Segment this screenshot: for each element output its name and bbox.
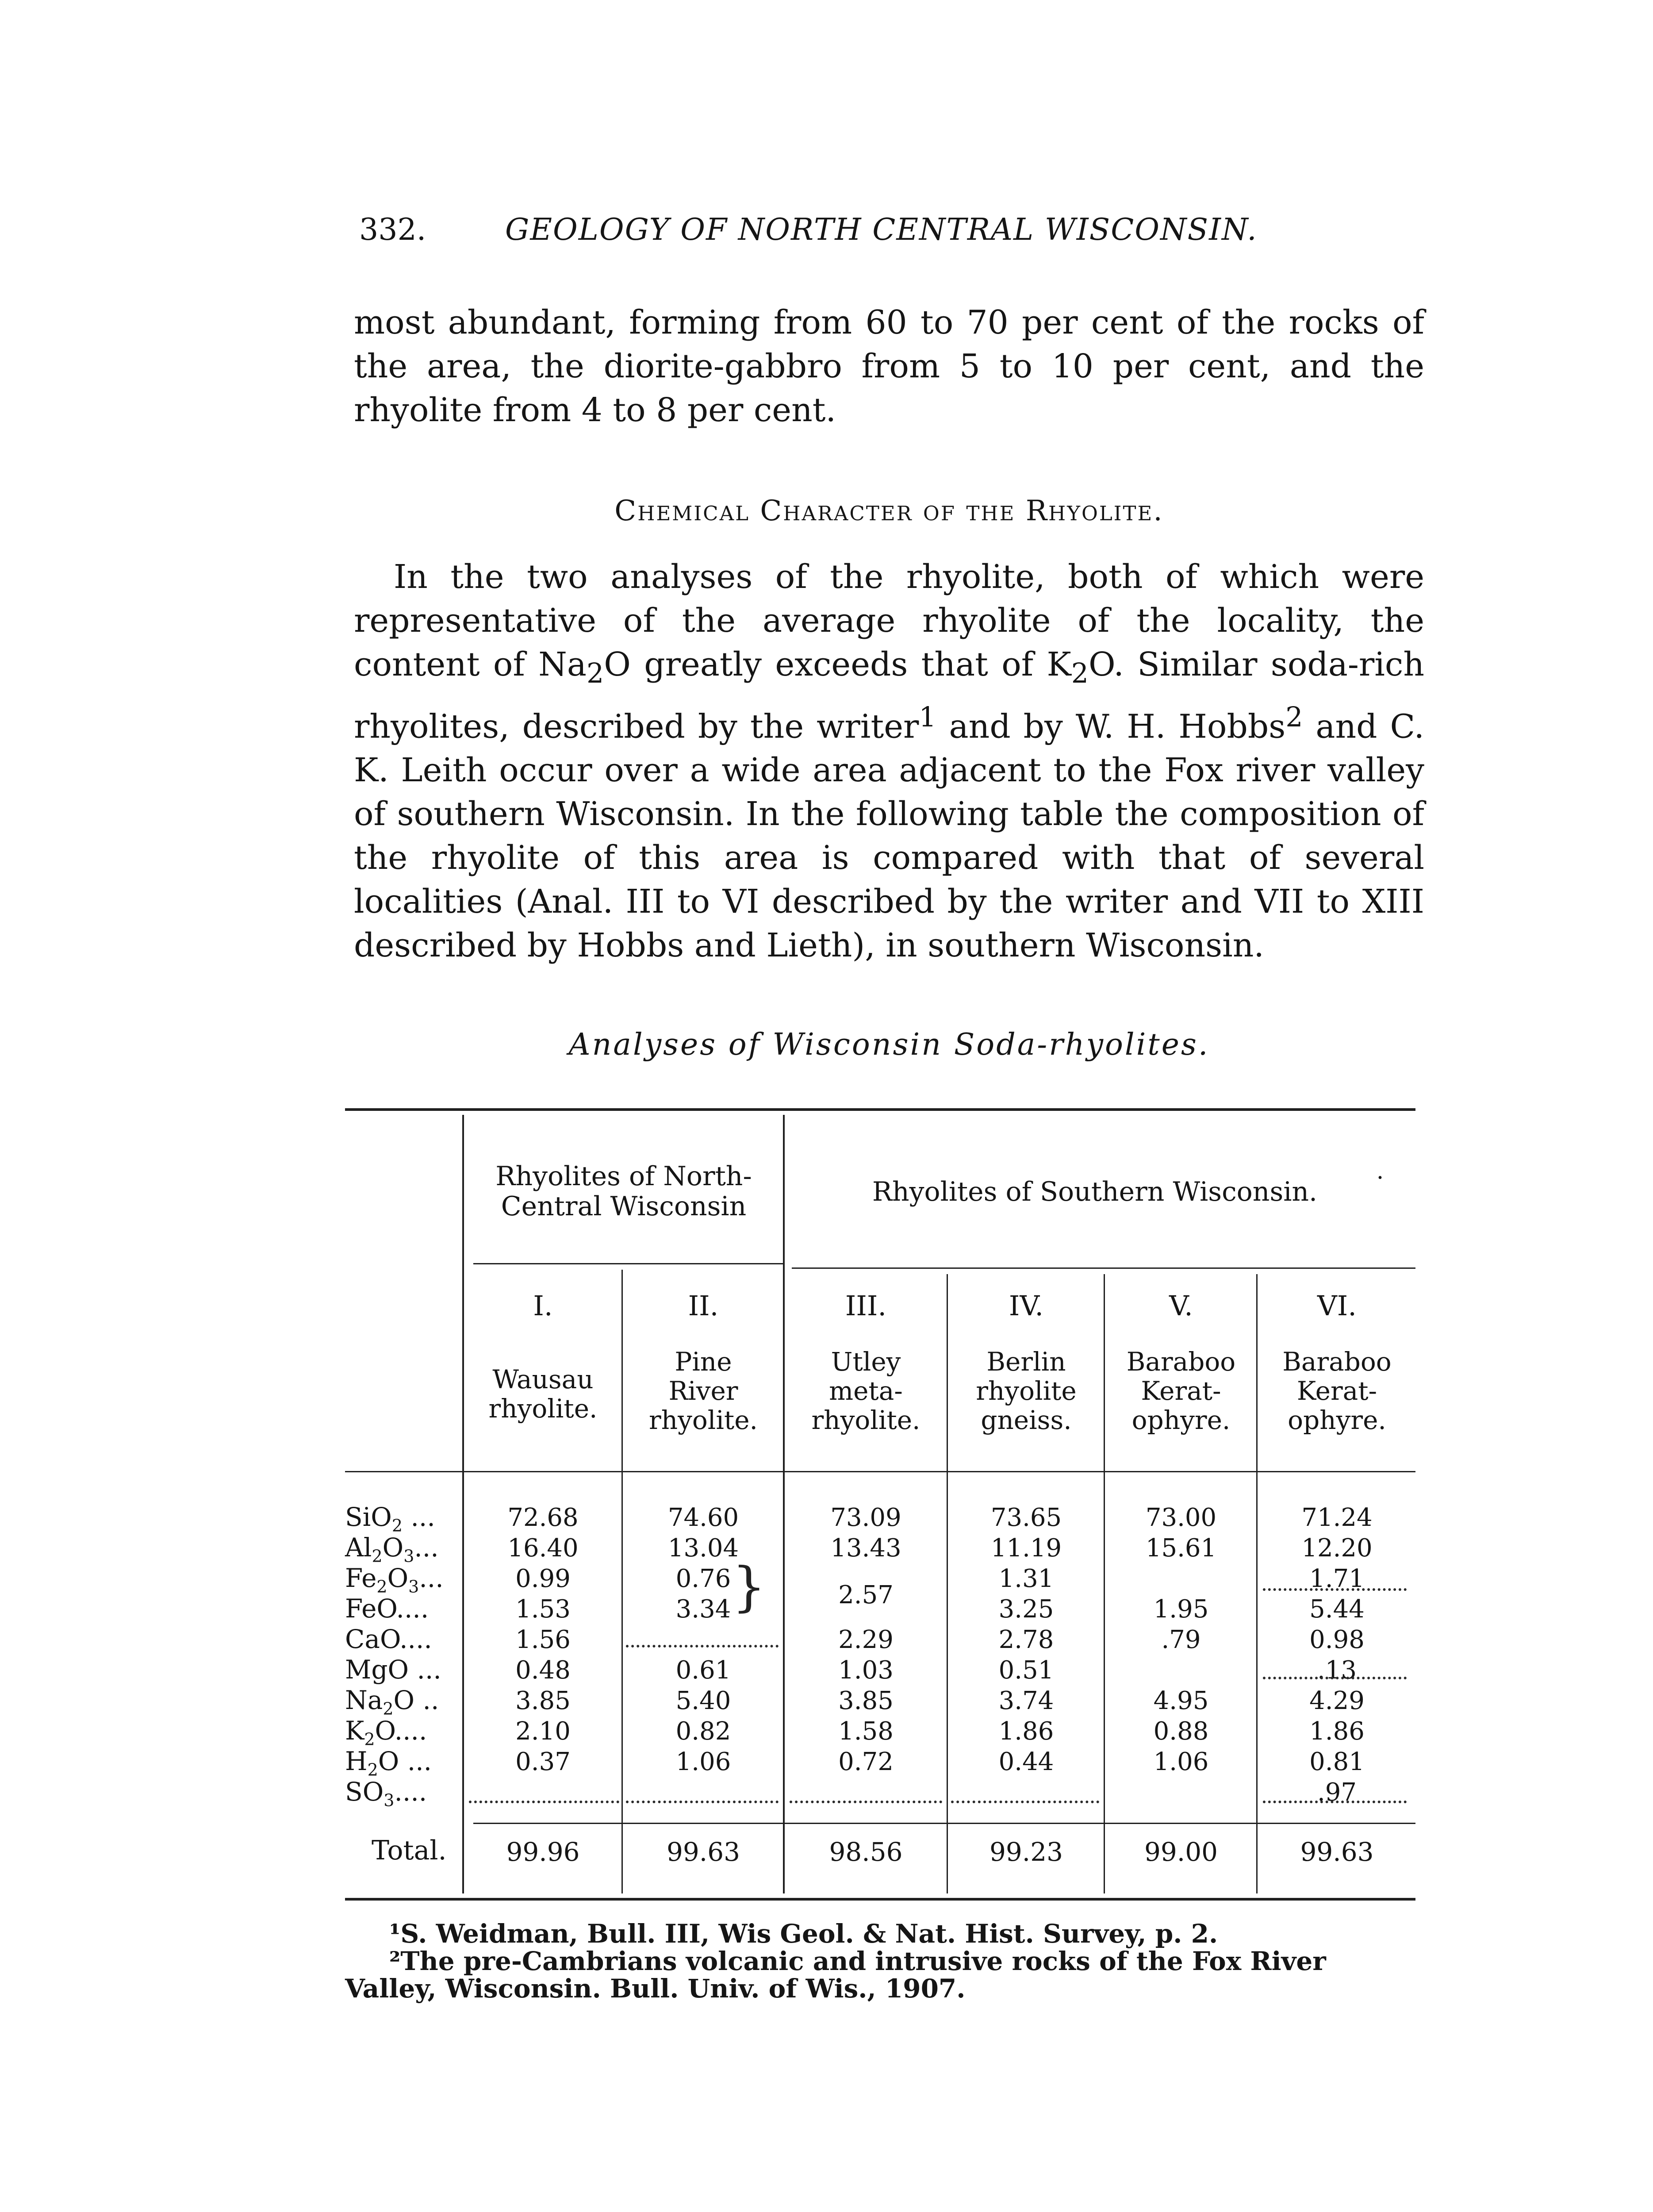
oxide-subscript: 2: [391, 1516, 403, 1536]
table-cell: 1.86: [998, 1717, 1054, 1746]
table-cell: 12.20: [1301, 1534, 1373, 1563]
column-locality-line: Utley: [831, 1347, 901, 1377]
column-locality-line: rhyolite: [976, 1376, 1077, 1406]
oxide-text: FeO: [345, 1594, 396, 1624]
paragraph-2: [354, 555, 1424, 968]
blank-dots-so3-col4: [951, 1801, 1099, 1803]
table-cell: 2.10: [515, 1717, 571, 1746]
table-cell: .97: [1317, 1778, 1357, 1807]
table-cell: 1.86: [1309, 1717, 1365, 1746]
na2o-subscript: 2: [587, 657, 604, 689]
column-locality-line: Baraboo: [1282, 1347, 1392, 1377]
oxide-text: ....: [394, 1716, 427, 1746]
table-bottom-rule: [345, 1898, 1415, 1901]
table-cell: 1.06: [1153, 1747, 1209, 1776]
blank-dots-caO-col2: [626, 1645, 779, 1647]
group-header-southern-label: Rhyolites of Southern Wisconsin.: [872, 1176, 1318, 1207]
oxide-label: [345, 1655, 441, 1685]
table-cell: 0.44: [998, 1747, 1054, 1776]
stub-divider: [462, 1115, 464, 1893]
footnote-1: ¹S. Weidman, Bull. III, Wis Geol. & Nat. Hist. Survey, p. 2.: [389, 1919, 1218, 1949]
oxide-label: [345, 1594, 429, 1624]
table-cell: 4.95: [1153, 1686, 1209, 1715]
blank-dots-mgo-col5: [1263, 1677, 1407, 1679]
table-cell: 74.60: [667, 1503, 739, 1532]
column-locality-4: [949, 1347, 1104, 1435]
column-locality-line: Baraboo: [1126, 1347, 1236, 1377]
column-number-1: I.: [533, 1290, 553, 1322]
column-locality-line: Berlin: [986, 1347, 1066, 1377]
footnote-2: ²The pre-Cambrians volcanic and intrusive rocks of the Fox River Valley, Wisconsin. Bull. Univ. of Wis., 1907.: [345, 1946, 1326, 2004]
table-cell: 0.61: [675, 1656, 731, 1685]
group-header-north-central: [469, 1161, 779, 1221]
oxide-text: Al: [345, 1532, 372, 1563]
total-label: Total.: [372, 1835, 447, 1866]
blank-dots-so3-col1: [469, 1801, 619, 1803]
total-value-1: 99.96: [506, 1837, 580, 1867]
table-cell: 1.56: [515, 1625, 571, 1654]
oxide-text: O: [393, 1685, 415, 1715]
oxide-subscript: 3: [384, 1790, 395, 1810]
oxide-text: CaO: [345, 1624, 400, 1654]
column-locality-line: gneiss.: [981, 1405, 1072, 1435]
table-cell: 0.82: [675, 1717, 731, 1746]
table-cell: 3.74: [998, 1686, 1054, 1715]
column-locality-3: [785, 1347, 947, 1435]
column-locality-line: River: [668, 1376, 738, 1406]
table-cell: 4.29: [1309, 1686, 1365, 1715]
oxide-text: ....: [396, 1594, 429, 1624]
oxide-text: ...: [399, 1746, 432, 1776]
blank-dots-so3-col3: [790, 1801, 942, 1803]
oxide-label: [345, 1777, 427, 1816]
total-value-5: 99.00: [1144, 1837, 1218, 1867]
paragraph-1: most abundant, forming from 60 to 70 per cent of the rocks of the area, the diorite-gabbro from 5 to 10 per cent, and the rhyolite from 4 to 8 per cent.: [354, 303, 1424, 429]
group-rule-south: [792, 1267, 1415, 1269]
total-value-2: 99.63: [666, 1837, 740, 1867]
column-locality-2: [624, 1347, 783, 1435]
column-number-5: V.: [1169, 1290, 1193, 1322]
oxide-text: ...: [419, 1563, 444, 1593]
table-cell: 0.37: [515, 1747, 571, 1776]
total-value-3: 98.56: [829, 1837, 903, 1867]
table-cell: 1.95: [1153, 1595, 1209, 1624]
table-cell: 2.78: [998, 1625, 1054, 1654]
table-cell: 0.51: [998, 1656, 1054, 1685]
total-rule: [473, 1823, 1415, 1824]
table-cell: 1.06: [675, 1747, 731, 1776]
group-header-north-line2: Central Wisconsin: [501, 1191, 747, 1222]
group-header-north-line1: Rhyolites of North-: [495, 1161, 752, 1192]
table-cell: .79: [1161, 1625, 1201, 1654]
oxide-subscript: 2: [383, 1699, 394, 1719]
table-cell: 0.48: [515, 1656, 571, 1685]
column-locality-line: meta-: [829, 1376, 903, 1406]
table-cell: 1.03: [838, 1656, 894, 1685]
paragraph-2-text-d: and by W. H. Hobbs: [936, 707, 1286, 746]
paragraph-2-text-e: and C. K. Leith occur over a wide area adjacent to the Fox river valley of southern Wisconsin. In the following table the composition of the rhyolite of this area is compared with that of several localities (Anal. III to VI described by the writer and VII to XIII described by Hobbs and Lieth), in southern Wisconsin.: [354, 707, 1424, 965]
table-cell: 72.68: [507, 1503, 579, 1532]
oxide-text: SO: [345, 1777, 384, 1807]
table-cell: 0.76: [675, 1564, 731, 1593]
page-number: 332.: [359, 212, 426, 247]
col-divider-1: [621, 1270, 623, 1893]
col-divider-4: [1104, 1274, 1105, 1893]
stray-mark: ˙: [1373, 1172, 1387, 1203]
table-cell: 2.29: [838, 1625, 894, 1654]
table-cell: 1.31: [998, 1564, 1054, 1593]
table-cell: 15.61: [1145, 1534, 1217, 1563]
col-divider-5: [1256, 1274, 1258, 1893]
table-cell: 1.71: [1309, 1564, 1365, 1593]
paragraph-2-text-a: In the two analyses of the rhyolite, both of which were representative of the average rhyolite of the locality, the content of Na: [354, 558, 1424, 684]
table-cell: 2.57: [838, 1581, 894, 1609]
table-cell: 13.43: [830, 1534, 901, 1563]
blank-dots-so3-col2: [626, 1801, 779, 1803]
oxide-text: O: [387, 1563, 409, 1593]
column-locality-line: rhyolite.: [649, 1405, 758, 1435]
oxide-subscript: 2: [364, 1729, 375, 1749]
section-heading: Chemical Character of the Rhyolite.: [614, 495, 1164, 527]
column-locality-1: [464, 1365, 621, 1423]
table-cell: 0.88: [1153, 1717, 1209, 1746]
oxide-text: MgO: [345, 1655, 409, 1685]
oxide-subscript: 2: [372, 1546, 383, 1566]
column-number-3: III.: [845, 1290, 887, 1322]
oxide-text: O: [378, 1746, 399, 1776]
column-number-2: II.: [688, 1290, 719, 1322]
paragraph-2-text-c: O. Similar soda-rich rhyolites, described by the writer: [354, 645, 1425, 746]
column-locality-5: [1106, 1347, 1256, 1435]
oxide-text: ...: [403, 1502, 435, 1532]
footnote-ref-2: 2: [1285, 701, 1303, 733]
column-locality-6: [1258, 1347, 1415, 1435]
table-cell: 0.98: [1309, 1625, 1365, 1654]
oxide-subscript: 3: [408, 1577, 419, 1597]
table-cell: 1.58: [838, 1717, 894, 1746]
table-cell: 0.99: [515, 1564, 571, 1593]
table-cell: 11.19: [990, 1534, 1062, 1563]
brace-fe-col2: }: [732, 1556, 766, 1618]
blank-dots-fe2o3-col5: [1263, 1588, 1407, 1591]
column-locality-line: rhyolite.: [488, 1394, 598, 1424]
oxide-text: K: [345, 1716, 364, 1746]
total-value-4: 99.23: [989, 1837, 1063, 1867]
column-locality-line: rhyolite.: [811, 1405, 920, 1435]
oxide-text: SiO: [345, 1502, 392, 1532]
oxide-text: H: [345, 1746, 368, 1776]
oxide-label: [345, 1624, 432, 1655]
table-cell: 5.40: [675, 1686, 731, 1715]
table-cell: 71.24: [1301, 1503, 1373, 1532]
footnote-ref-1: 1: [919, 701, 936, 733]
table-cell: 73.09: [830, 1503, 901, 1532]
table-caption: Analyses of Wisconsin Soda-rhyolites.: [568, 1027, 1210, 1062]
table-cell: 0.72: [838, 1747, 894, 1776]
group-rule-north: [473, 1263, 783, 1264]
oxide-text: ...: [414, 1532, 439, 1563]
oxide-text: Fe: [345, 1563, 377, 1593]
table-cell: 3.34: [675, 1595, 731, 1624]
oxide-subscript: 2: [367, 1760, 378, 1780]
table-cell: 13.04: [667, 1534, 739, 1563]
paragraph-2-text-b: O greatly exceeds that of K: [604, 645, 1071, 684]
oxide-text: ....: [399, 1624, 432, 1654]
column-locality-line: ophyre.: [1288, 1405, 1386, 1435]
table-cell: 3.25: [998, 1595, 1054, 1624]
column-locality-line: Kerat-: [1296, 1376, 1377, 1406]
column-locality-line: Wausau: [492, 1364, 594, 1394]
oxide-subscript: 2: [376, 1577, 387, 1597]
column-locality-line: Pine: [675, 1347, 732, 1377]
oxide-text: ..: [414, 1685, 439, 1715]
table-cell: .13: [1317, 1656, 1357, 1685]
oxide-subscript: 3: [403, 1546, 414, 1566]
table-cell: 5.44: [1309, 1595, 1365, 1624]
column-locality-line: Kerat-: [1141, 1376, 1221, 1406]
blank-dots-so3-col5: [1263, 1801, 1407, 1803]
group-divider: [783, 1115, 785, 1893]
oxide-text: ...: [409, 1655, 441, 1685]
group-header-southern: [796, 1177, 1393, 1207]
oxide-text: Na: [345, 1685, 383, 1715]
total-value-6: 99.63: [1300, 1837, 1374, 1867]
column-number-6: VI.: [1317, 1290, 1357, 1322]
oxide-text: O: [382, 1532, 404, 1563]
oxide-text: ....: [394, 1777, 427, 1807]
k2o-subscript: 2: [1071, 657, 1089, 689]
table-cell: 3.85: [838, 1686, 894, 1715]
table-cell: 0.81: [1309, 1747, 1365, 1776]
table-cell: 16.40: [507, 1534, 579, 1563]
running-title: GEOLOGY OF NORTH CENTRAL WISCONSIN.: [505, 212, 1258, 247]
oxide-text: O: [375, 1716, 395, 1746]
column-locality-line: ophyre.: [1131, 1405, 1231, 1435]
table-cell: 73.65: [990, 1503, 1062, 1532]
column-number-4: IV.: [1009, 1290, 1044, 1322]
table-top-rule: [345, 1108, 1415, 1111]
table-cell: 73.00: [1145, 1503, 1217, 1532]
header-bottom-rule: [345, 1471, 1415, 1472]
table-cell: 3.85: [515, 1686, 571, 1715]
col-divider-3: [947, 1274, 948, 1893]
table-cell: 1.53: [515, 1595, 571, 1624]
